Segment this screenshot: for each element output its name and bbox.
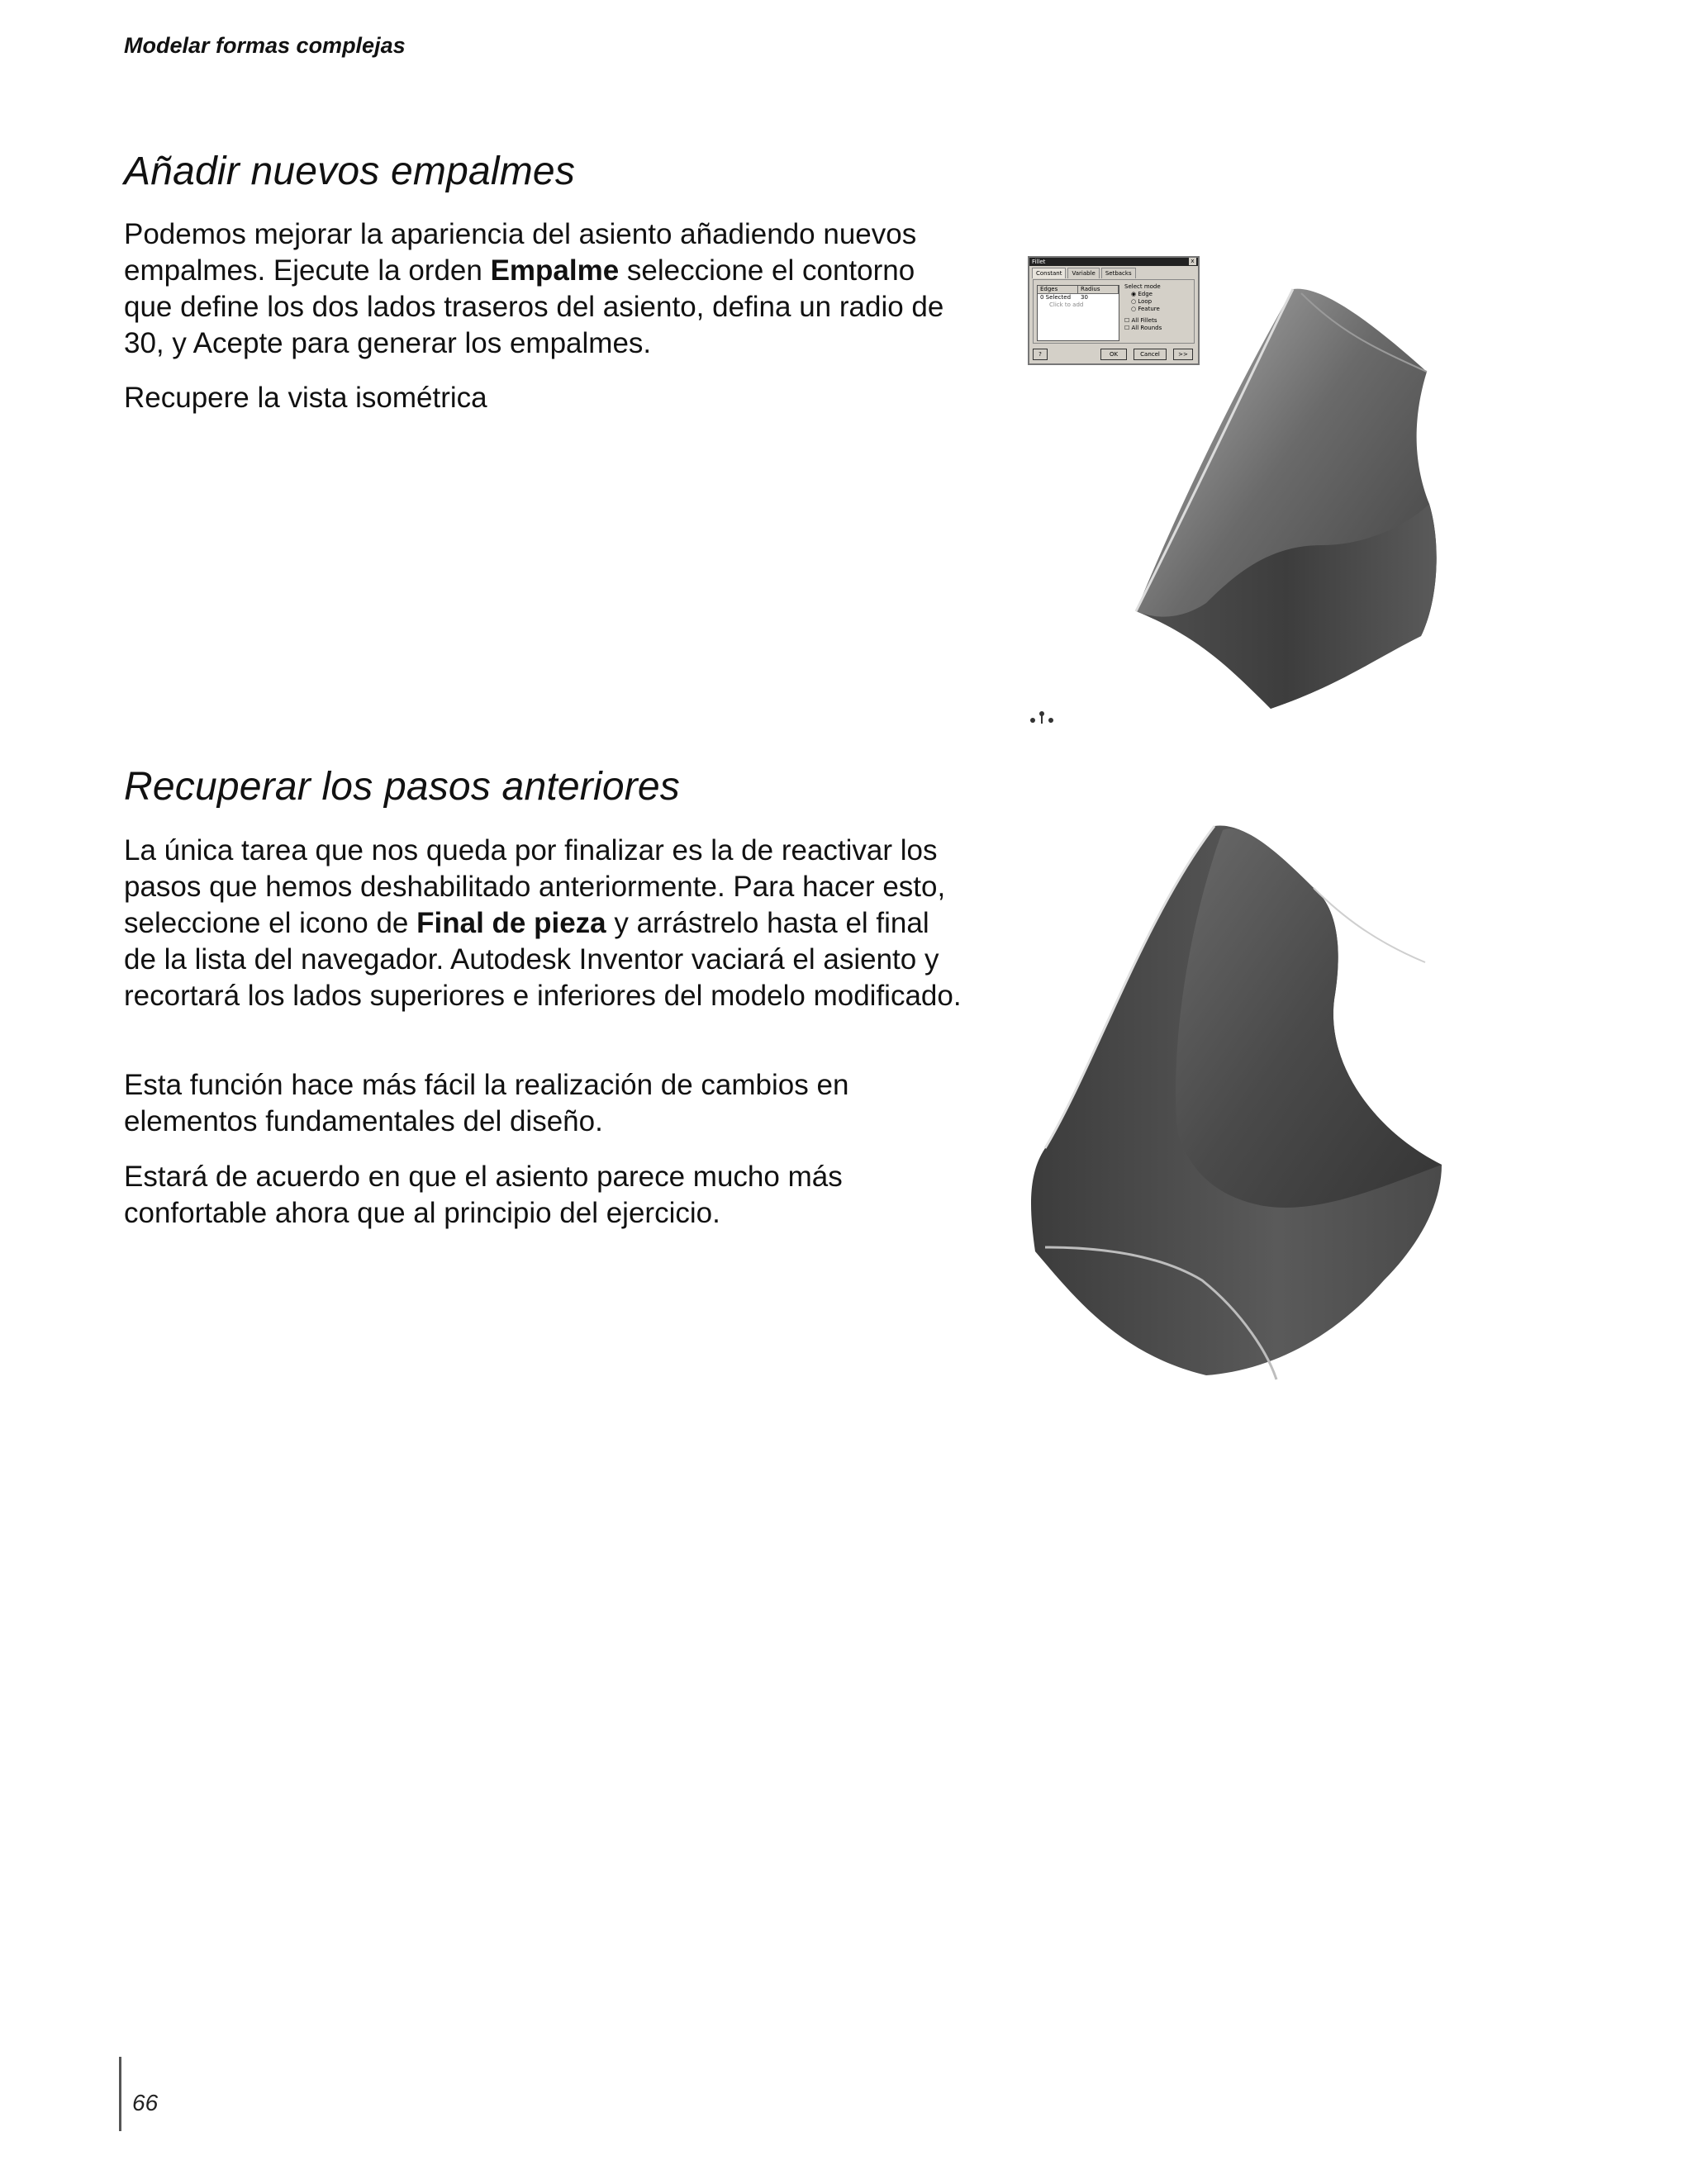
section1-paragraph-2: Recupere la vista isométrica — [124, 382, 487, 414]
section2-paragraph-1 — [124, 833, 967, 1014]
radio-edge[interactable]: ◉ Edge — [1131, 291, 1153, 297]
page-number: 66 — [132, 2090, 159, 2115]
help-button[interactable]: ? — [1033, 349, 1048, 360]
bold-end-of-part: Final de pieza — [416, 907, 606, 939]
tab-constant[interactable]: Constant — [1032, 268, 1066, 278]
axis-triad-icon — [1028, 710, 1056, 727]
checkbox-all-fillets[interactable]: ☐ All Fillets — [1124, 317, 1157, 324]
dialog-title: Fillet — [1032, 259, 1046, 265]
radio-feature[interactable]: ○ Feature — [1131, 306, 1160, 312]
tab-setbacks[interactable]: Setbacks — [1101, 268, 1136, 278]
seat-model-filleted — [1024, 273, 1454, 735]
radio-label: Edge — [1138, 291, 1153, 297]
select-mode-label: Select mode — [1124, 283, 1161, 290]
radio-loop[interactable]: ○ Loop — [1131, 298, 1153, 305]
text: La única tarea que nos queda por finalizar es la de reactivar los pasos que hemos deshabilitado anteriormente. Para hacer esto, seleccione el icono de — [124, 834, 946, 939]
text: seleccione el contorno que define los dos lados traseros del asiento, defina un radio de 30, y Acepte para generar los empalmes. — [124, 254, 944, 359]
checkbox-label: All Rounds — [1131, 325, 1162, 331]
column-radius: Radius — [1078, 286, 1119, 293]
radio-label: Feature — [1138, 306, 1160, 312]
more-button[interactable]: >> — [1173, 349, 1193, 360]
text: y arrástrelo hasta el final de la lista del navegador. Autodesk Inventor vaciará el asiento y recortará los lados superiores e inferiores del modelo modificado. — [124, 907, 962, 1012]
checkbox-all-rounds[interactable]: ☐ All Rounds — [1124, 325, 1162, 331]
seat-inner-face — [1176, 828, 1442, 1208]
section2-paragraph-3: Estará de acuerdo en que el asiento parece mucho más confortable ahora que al principio del ejercicio. — [124, 1161, 843, 1229]
section-heading-fillets: Añadir nuevos empalmes — [124, 150, 576, 193]
column-edges: Edges — [1038, 286, 1078, 293]
grid-hint: Click to add — [1049, 301, 1084, 308]
close-icon[interactable]: x — [1189, 258, 1196, 265]
bold-command-empalme: Empalme — [490, 254, 620, 287]
checkbox-label: All Fillets — [1131, 317, 1157, 324]
text: Podemos mejorar la apariencia del asiento añadiendo nuevos empalmes. Ejecute la orden — [124, 218, 917, 287]
ok-button[interactable]: OK — [1100, 349, 1127, 360]
section1-paragraph-1 — [124, 216, 967, 362]
tab-variable[interactable]: Variable — [1067, 268, 1099, 278]
running-head: Modelar formas complejas — [124, 33, 406, 58]
cancel-button[interactable]: Cancel — [1134, 349, 1167, 360]
section-heading-restore: Recuperar los pasos anteriores — [124, 765, 681, 809]
cell-radius[interactable]: 30 — [1081, 294, 1088, 301]
section2-paragraph-2: Esta función hace más fácil la realización de cambios en elementos fundamentales del diseño. — [124, 1069, 849, 1137]
radio-label: Loop — [1138, 298, 1153, 305]
page-rule — [119, 2057, 121, 2131]
seat-model-shelled — [1029, 818, 1458, 1396]
dialog-title-bar — [1029, 258, 1198, 266]
cell-edges: 0 Selected — [1040, 294, 1072, 301]
